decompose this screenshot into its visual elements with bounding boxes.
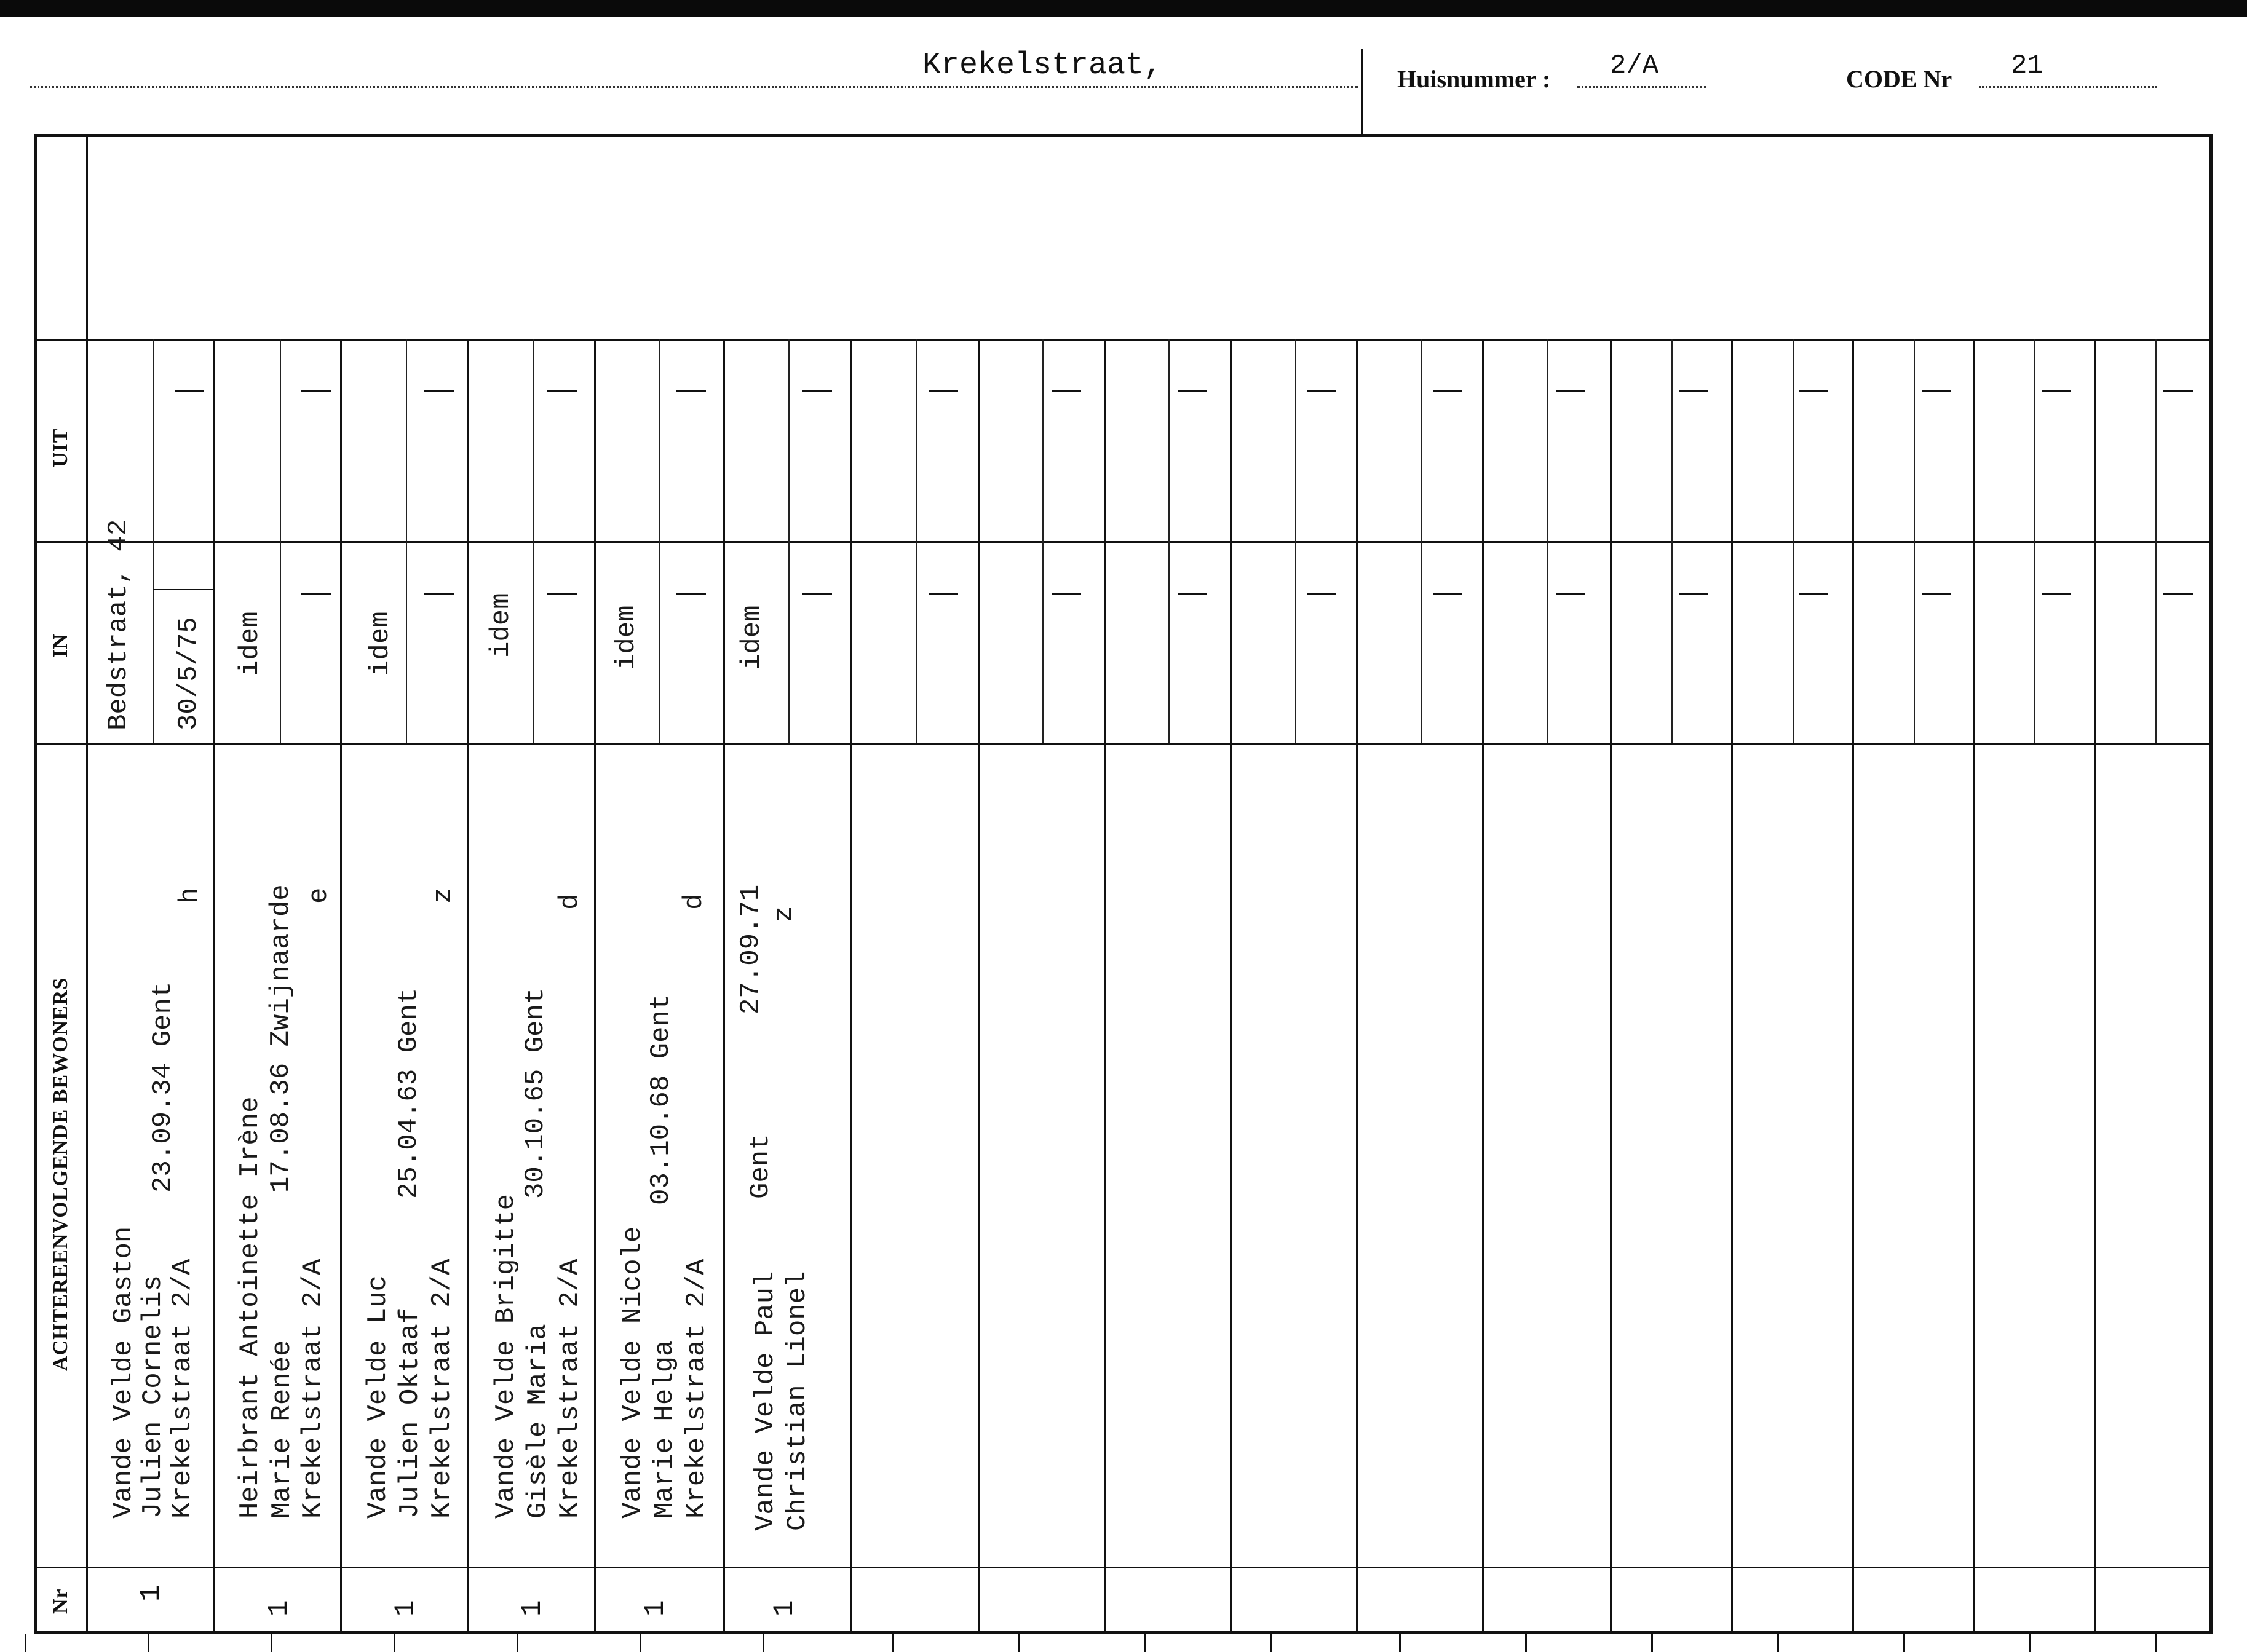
- resident-nr: 1: [390, 1600, 422, 1617]
- uit-dash: [301, 390, 331, 392]
- uit-dash: [424, 390, 454, 392]
- resident-mark: h: [175, 887, 205, 904]
- row-separator-uit-in: [34, 541, 2211, 543]
- in-cell-divider: [153, 589, 214, 590]
- resident-birth: 30.10.65 Gent: [520, 987, 551, 1199]
- resident-name-line1: Vande Velde Paul: [750, 1271, 781, 1531]
- in-idem: idem: [486, 593, 517, 658]
- street-dotted-line: [30, 86, 1358, 88]
- bottom-tick: [517, 1634, 518, 1652]
- uit-dash: [1679, 390, 1708, 392]
- in-dash: [1799, 593, 1828, 595]
- in-dash: [424, 593, 454, 595]
- sub-column-divider: [1421, 339, 1422, 743]
- resident-birth-place: Gent: [745, 1134, 776, 1199]
- uit-dash: [2163, 390, 2193, 392]
- column-divider: [1973, 339, 1975, 1633]
- sub-column-divider: [1914, 339, 1915, 743]
- uit-row-label: UIT: [49, 428, 72, 467]
- uit-dash: [1307, 390, 1336, 392]
- sub-column-divider: [2034, 339, 2035, 743]
- in-origin-street: Bedstraat, 42: [103, 519, 134, 730]
- in-dash: [547, 593, 577, 595]
- resident-name-line2: Julien Oktaaf: [395, 1307, 426, 1519]
- resident-name-line1: Vande Velde Gaston: [108, 1226, 139, 1519]
- in-dash: [1307, 593, 1336, 595]
- street-name: Krekelstraat,: [922, 48, 1163, 83]
- bottom-tick: [271, 1634, 272, 1652]
- resident-name-line1: Vande Velde Luc: [363, 1275, 394, 1519]
- in-dash: [929, 593, 958, 595]
- huisnummer-value: 2/A: [1610, 50, 1659, 81]
- in-idem: idem: [235, 611, 266, 676]
- column-divider: [1230, 339, 1232, 1633]
- in-dash: [1679, 593, 1708, 595]
- in-dash: [2163, 593, 2193, 595]
- sub-column-divider: [659, 339, 660, 743]
- bottom-tick: [25, 1634, 26, 1652]
- resident-mark: z: [428, 887, 459, 904]
- column-divider: [850, 339, 852, 1633]
- bottom-tick: [1399, 1634, 1401, 1652]
- sub-column-divider: [1547, 339, 1548, 743]
- bottom-tick: [1651, 1634, 1653, 1652]
- uit-dash: [1556, 390, 1585, 392]
- bottom-tick: [640, 1634, 641, 1652]
- bottom-tick: [1144, 1634, 1146, 1652]
- header-separator: [1361, 49, 1363, 135]
- column-divider: [1356, 339, 1358, 1633]
- resident-birth: 23.09.34 Gent: [148, 981, 178, 1193]
- resident-mark: e: [304, 887, 335, 904]
- in-dash: [1433, 593, 1462, 595]
- resident-name-line2: Marie Renée: [267, 1340, 298, 1519]
- column-divider: [1482, 339, 1484, 1633]
- in-dash: [1556, 593, 1585, 595]
- resident-mark: d: [679, 893, 710, 910]
- bottom-tick: [892, 1634, 894, 1652]
- register-grid-frame: [34, 134, 2213, 1634]
- sub-column-divider: [1793, 339, 1794, 743]
- bottom-tick: [2155, 1634, 2157, 1652]
- in-date: 30/5/75: [173, 617, 204, 730]
- resident-address: Krekelstraat 2/A: [427, 1259, 458, 1519]
- resident-name-line1: Vande Velde Nicole: [617, 1226, 648, 1519]
- uit-dash: [1052, 390, 1081, 392]
- resident-mark: d: [555, 893, 585, 910]
- in-dash: [301, 593, 331, 595]
- column-divider: [978, 339, 980, 1633]
- resident-address: Krekelstraat 2/A: [555, 1259, 585, 1519]
- resident-address: Krekelstraat 2/A: [681, 1259, 712, 1519]
- in-dash: [1178, 593, 1207, 595]
- label-column-divider: [86, 135, 88, 1633]
- bottom-tick: [1777, 1634, 1779, 1652]
- sub-column-divider: [788, 339, 790, 743]
- uit-dash: [1922, 390, 1951, 392]
- bottom-tick: [394, 1634, 395, 1652]
- resident-nr: 1: [640, 1600, 672, 1617]
- code-dotted-line: [1979, 86, 2157, 88]
- bottom-tick: [2029, 1634, 2031, 1652]
- uit-dash: [929, 390, 958, 392]
- sub-column-divider: [280, 339, 281, 743]
- nr-row-label: Nr: [49, 1588, 72, 1614]
- in-dash: [2042, 593, 2071, 595]
- column-divider: [1731, 339, 1733, 1633]
- resident-address: Krekelstraat 2/A: [167, 1259, 198, 1519]
- resident-nr: 1: [517, 1600, 549, 1617]
- column-divider: [1852, 339, 1854, 1633]
- in-idem: idem: [365, 611, 396, 676]
- sub-column-divider: [1042, 339, 1044, 743]
- bottom-tick: [1525, 1634, 1527, 1652]
- column-divider: [594, 339, 596, 1633]
- column-divider: [723, 339, 725, 1633]
- column-divider: [340, 339, 342, 1633]
- sub-column-divider: [1671, 339, 1673, 743]
- in-idem: idem: [737, 605, 767, 670]
- resident-address: Krekelstraat 2/A: [298, 1259, 328, 1519]
- in-dash: [1922, 593, 1951, 595]
- row-separator-top: [86, 339, 2211, 341]
- resident-birth-date: 27.09.71: [735, 884, 766, 1014]
- code-label: CODE Nr: [1846, 65, 1952, 93]
- bottom-tick: [148, 1634, 149, 1652]
- resident-nr: 1: [135, 1584, 167, 1602]
- resident-name-line1: Heirbrant Antoinette Irène: [235, 1096, 266, 1519]
- resident-name-line2: Marie Helga: [649, 1340, 680, 1519]
- resident-nr: 1: [263, 1600, 295, 1617]
- sub-column-divider: [1295, 339, 1296, 743]
- row-separator-label-col: [34, 339, 89, 341]
- uit-dash: [175, 390, 204, 392]
- bottom-tick: [1270, 1634, 1272, 1652]
- uit-dash: [1433, 390, 1462, 392]
- bottom-tick: [1903, 1634, 1905, 1652]
- resident-name-line2: Christian Lionel: [782, 1271, 813, 1531]
- column-divider: [1104, 339, 1106, 1633]
- sub-column-divider: [916, 339, 917, 743]
- in-idem: idem: [611, 605, 642, 670]
- row-separator-bewoners-nr: [34, 1567, 2211, 1568]
- bewoners-row-label: ACHTEREENVOLGENDE BEWONERS: [49, 977, 72, 1371]
- resident-birth: 17.08.36 Zwijnaarde: [266, 884, 296, 1193]
- column-divider: [1610, 339, 1612, 1633]
- top-edge-bar: [0, 0, 2247, 17]
- sub-column-divider: [2155, 339, 2157, 743]
- sub-column-divider: [153, 339, 154, 743]
- resident-nr: 1: [769, 1600, 801, 1617]
- uit-dash: [676, 390, 706, 392]
- column-divider: [2094, 339, 2096, 1633]
- in-dash: [1052, 593, 1081, 595]
- resident-birth: 25.04.63 Gent: [394, 987, 424, 1199]
- code-value: 21: [2011, 50, 2043, 81]
- bottom-tick: [763, 1634, 764, 1652]
- in-row-label: IN: [49, 633, 72, 658]
- in-dash: [802, 593, 832, 595]
- in-dash: [676, 593, 706, 595]
- uit-dash: [1178, 390, 1207, 392]
- uit-dash: [547, 390, 577, 392]
- resident-name-line1: Vande Velde Brigitte: [491, 1193, 521, 1519]
- bottom-tick: [1018, 1634, 1020, 1652]
- uit-dash: [802, 390, 832, 392]
- column-divider: [467, 339, 469, 1633]
- uit-dash: [2042, 390, 2071, 392]
- resident-name-line2: Julien Cornelis: [138, 1275, 168, 1519]
- resident-birth: 03.10.68 Gent: [646, 994, 676, 1205]
- resident-name-line2: Gisèle Maria: [523, 1324, 553, 1519]
- huisnummer-label: Huisnummer :: [1397, 65, 1551, 93]
- resident-mark: z: [769, 906, 799, 922]
- uit-dash: [1799, 390, 1828, 392]
- sub-column-divider: [1168, 339, 1170, 743]
- column-divider: [213, 339, 215, 1633]
- sub-column-divider: [406, 339, 407, 743]
- row-separator-in-bewoners: [34, 743, 2211, 745]
- huisnummer-dotted-line: [1577, 86, 1706, 88]
- sub-column-divider: [533, 339, 534, 743]
